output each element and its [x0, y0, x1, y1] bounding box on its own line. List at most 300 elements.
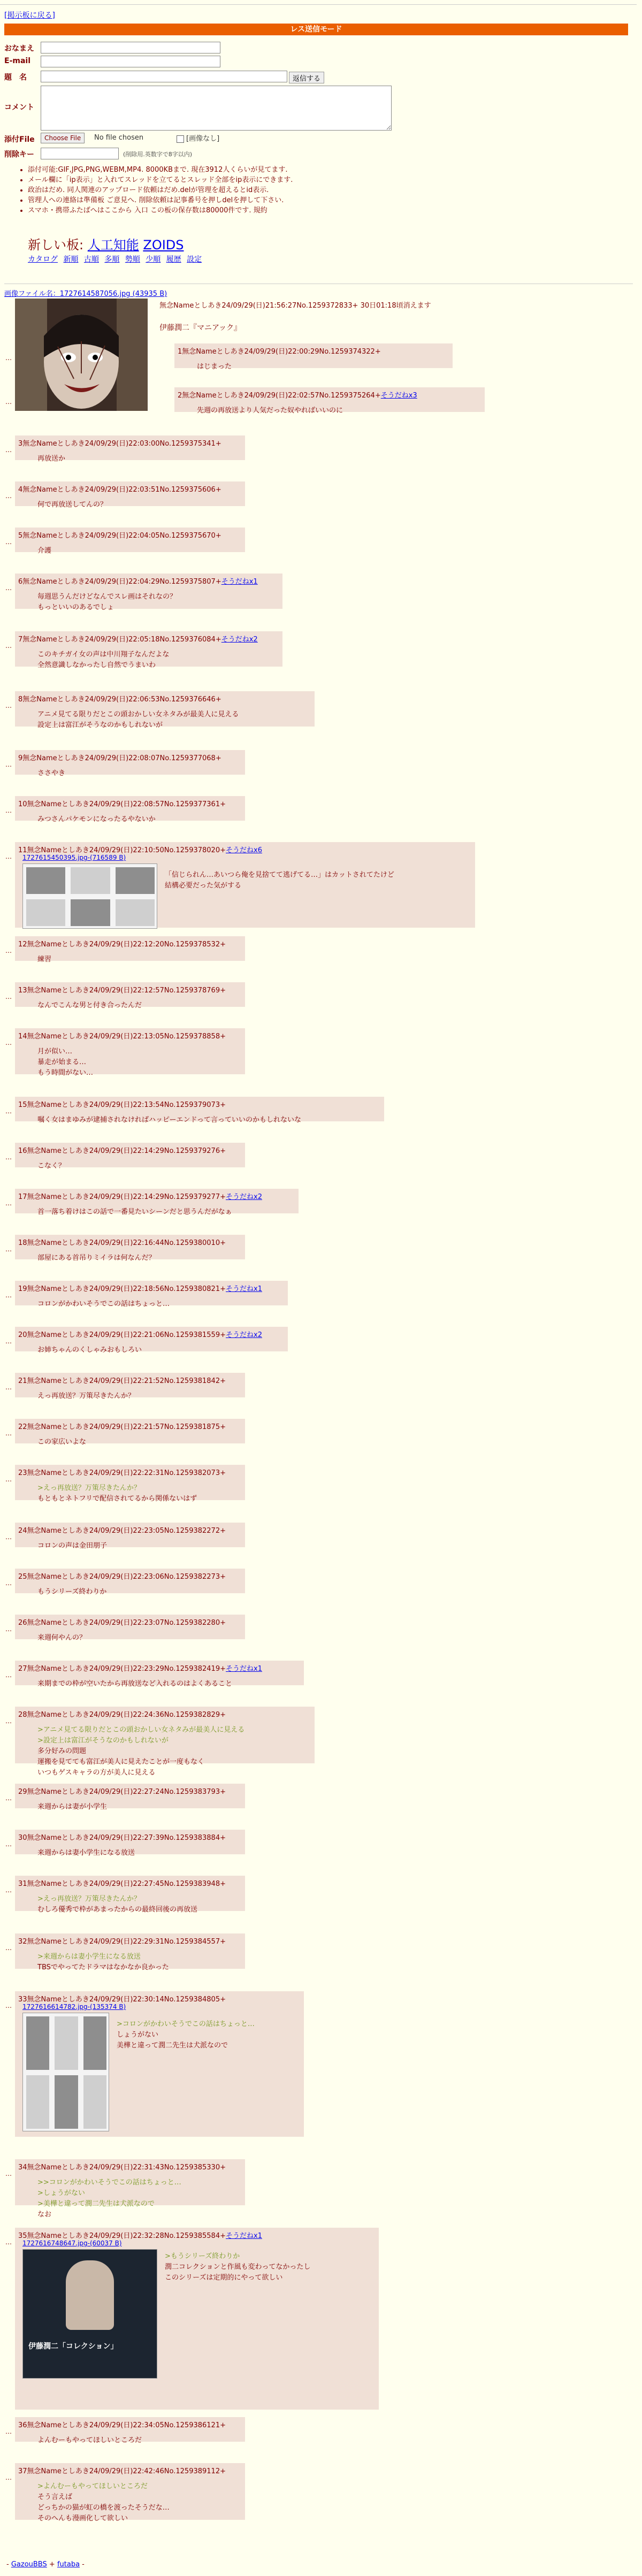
reply-text: アニメ見てる限りだとこの頭おかしい女ネタみが最美人に見える 設定上は富江がそうなのかもしれないが	[37, 710, 239, 729]
reply-post	[15, 1097, 384, 1124]
name-label: おなまえ	[4, 44, 34, 53]
reply-header-text[interactable]: 4無念Nameとしあき24/09/29(日)22:03:51No.1259375606+	[18, 486, 221, 494]
reply-header	[18, 1936, 226, 1946]
reply-indent-marker: …	[5, 1245, 12, 1253]
manga-panel	[26, 2016, 49, 2070]
delete-key-note: (削除用.英数字で8字以内)	[123, 151, 193, 158]
reply-header	[18, 1832, 226, 1842]
reply-text: このキチガイ女の声は中川翔子なんだよな 全然意識しなかったし自然でうまいわ	[37, 651, 170, 669]
reply-indent-marker: …	[5, 584, 12, 592]
reply-body	[37, 1848, 135, 1859]
sodane-link[interactable]: そうだねx1	[226, 2232, 262, 2240]
reply-header-text[interactable]: 29無念Nameとしあき24/09/29(日)22:27:24No.1259383793+	[18, 1788, 226, 1796]
reply-body	[37, 1541, 107, 1551]
reply-post	[15, 1419, 245, 1446]
rule-item: • 添付可能:GIF,JPG,PNG,WEBM,MP4. 8000KBまで. 現在3912人くらいが見てます.	[28, 165, 293, 175]
reply-body	[165, 870, 394, 891]
reply-post	[15, 1281, 288, 1308]
manga-panel	[71, 867, 110, 894]
reply-text: もうシリーズ終わりか	[37, 1588, 107, 1596]
sodane-link[interactable]: そうだねx2	[226, 1331, 262, 1339]
reply-header-text[interactable]: 23無念Nameとしあき24/09/29(日)22:22:31No.1259382073+	[18, 1469, 226, 1477]
op-file-info	[4, 288, 167, 298]
sodane-link[interactable]: そうだねx2	[226, 1193, 262, 1201]
reply-post	[15, 574, 282, 609]
manga-panel	[83, 2016, 106, 2070]
reply-text: お姉ちゃんのくしゃみおもしろい	[37, 1346, 142, 1354]
reply-header-text[interactable]: 24無念Nameとしあき24/09/29(日)22:23:05No.1259382272+	[18, 1527, 226, 1535]
reply-text: はじまった	[197, 363, 232, 371]
reply-post	[15, 1143, 245, 1170]
reply-post	[15, 1523, 245, 1550]
op-header	[159, 300, 431, 310]
history-link[interactable]: 履歴	[166, 255, 181, 264]
reply-text: 来週からは妻小学生になる放送	[37, 1849, 135, 1857]
reply-text: 部屋にある首吊りミイラは何なんだ？	[37, 1254, 156, 1262]
reply-text: むしろ優秀で枠があまったからの最終回後の再放送	[37, 1906, 198, 1914]
reply-body	[37, 1000, 142, 1011]
reply-thumbnail[interactable]	[22, 863, 157, 929]
reply-header	[18, 1571, 226, 1581]
reply-post	[15, 1569, 245, 1596]
manga-panel	[26, 899, 65, 926]
reply-body	[197, 406, 343, 416]
reply-text: 毎週思うんだけどなんでスレ画はそれなの？ もっといいのあるでしょ	[37, 593, 177, 611]
reply-post	[15, 1615, 245, 1642]
email-label: E-mail	[4, 57, 31, 65]
reply-body	[37, 1679, 232, 1690]
reply-quote: >>コロンがかわいそうでこの話はちょっと… >しょうがない >美樺と違って潤二先生は犬派なので	[37, 2178, 181, 2208]
reply-header-text[interactable]: 8無念Nameとしあき24/09/29(日)22:06:53No.1259376646+	[18, 695, 221, 704]
name-input[interactable]	[41, 42, 220, 53]
reply-body	[37, 1952, 169, 1973]
reply-body	[37, 1587, 106, 1597]
reply-body	[37, 454, 65, 464]
reply-quote: >えっ再放送？万策尽きたんか？	[37, 1484, 141, 1492]
sodane-link[interactable]: そうだねx1	[221, 578, 258, 586]
op-body: 伊藤潤二『マニアック』	[159, 324, 242, 332]
footer-link-futaba[interactable]: futaba	[57, 2560, 80, 2569]
reply-header-text[interactable]: 26無念Nameとしあき24/09/29(日)22:23:07No.1259382280+	[18, 1619, 226, 1627]
subject-label: 題 名	[4, 73, 27, 82]
reply-header	[18, 1786, 226, 1796]
comment-textarea[interactable]	[41, 86, 392, 131]
op-image-art	[15, 299, 148, 411]
reply-indent-marker: …	[5, 1291, 12, 1299]
reply-body	[117, 2019, 255, 2051]
reply-text: よんむーもやってほしいところだ	[37, 2436, 142, 2444]
subject-input[interactable]	[41, 71, 287, 82]
reply-text: 月が似い… 暴走が始まる… もう時間がない…	[37, 1048, 94, 1077]
reply-body	[37, 1115, 301, 1126]
reply-file-link[interactable]: 1727616748647.jpg-(60037 B)	[22, 2239, 122, 2247]
sodane-link[interactable]: そうだねx2	[221, 636, 258, 644]
reply-body	[37, 1802, 107, 1813]
reply-body	[37, 2177, 181, 2220]
reply-text: TBSでやってたドラマはなかなか良かった	[37, 1963, 169, 1971]
reply-indent-marker: …	[5, 807, 12, 814]
reply-body	[37, 1046, 93, 1079]
reply-header	[18, 2419, 226, 2429]
reply-header	[18, 2161, 226, 2172]
reply-indent-marker: …	[5, 354, 12, 362]
reply-text: こなく？	[37, 1162, 66, 1170]
new-board-line	[28, 234, 184, 253]
reply-indent-marker: …	[5, 1886, 12, 1894]
reply-text: そう言えば どっちかの猫が虹の橋を渡ったそうだな… そのへんも漫画化して欲しい	[37, 2493, 170, 2523]
sodane-link[interactable]: そうだねx6	[226, 846, 262, 854]
reply-text: もともとネトフリで配信されてるから関係ないはず	[37, 1495, 197, 1503]
reply-post	[15, 1876, 245, 1914]
reply-text: 来期までの枠が空いたから再放送など入れるのはよくあること	[37, 1680, 233, 1688]
reply-header-text[interactable]: 21無念Nameとしあき24/09/29(日)22:21:52No.1259381842+	[18, 1377, 226, 1385]
reply-body	[37, 546, 51, 556]
sort-many-link[interactable]: 多順	[104, 255, 120, 264]
reply-indent-marker: …	[5, 1337, 12, 1345]
thumbnail-figure	[66, 2260, 114, 2330]
reply-quote: >アニメ見てる限りだとこの頭おかしい女ネタみが最美人に見える >設定上は富江がそうなのかもしれないが	[37, 1726, 245, 1745]
reply-quote: >もうシリーズ終わりか	[165, 2252, 240, 2260]
reply-post	[15, 1373, 245, 1400]
reply-text: えっ再放送？万策尽きたんか？	[37, 1392, 135, 1400]
reply-indent-marker: …	[5, 1430, 12, 1437]
reply-header-text[interactable]: 16無念Nameとしあき24/09/29(日)22:14:29No.1259379276+	[18, 1147, 226, 1155]
no-image-toggle[interactable]	[177, 133, 219, 143]
reply-body	[165, 2251, 310, 2283]
reply-indent-marker: …	[5, 1476, 12, 1483]
reply-indent-marker: …	[5, 538, 12, 546]
reply-header-text[interactable]: 28無念Nameとしあき24/09/29(日)22:24:36No.1259382829+	[18, 1711, 226, 1719]
catalog-links	[28, 254, 205, 264]
reply-header	[18, 1030, 226, 1041]
reply-header-text[interactable]: 36無念Nameとしあき24/09/29(日)22:34:05No.1259386121+	[18, 2421, 226, 2429]
reply-header-text[interactable]: 32無念Nameとしあき24/09/29(日)22:29:31No.1259384557+	[18, 1938, 226, 1946]
rule-item: • スマホ・携帯ふたばへはここから 入口 この板の保存数は80000件です. 規約	[28, 205, 293, 216]
settings-link[interactable]: 設定	[187, 255, 202, 264]
file-label: 添付File	[4, 135, 35, 144]
reply-post	[15, 631, 282, 667]
reply-header	[18, 1145, 226, 1155]
reply-header-text[interactable]: 11無念Nameとしあき24/09/29(日)22:10:50No.1259378020+	[18, 846, 226, 854]
rule-item: • 政治はだめ. 同人関連のアップロード依頼はだめ.delが管理を超えるとid表示.	[28, 185, 293, 195]
new-board-link-zoids[interactable]: ZOIDS	[143, 238, 184, 253]
reply-indent-marker: …	[5, 446, 12, 454]
reply-header-text[interactable]: 18無念Nameとしあき24/09/29(日)22:16:44No.1259380010+	[18, 1239, 226, 1247]
rule-item: • 管理人への連絡は準備板 ご意見へ. 削除依頼は記事番号を押しdelを押して下さい.	[28, 195, 293, 205]
footer: - GazouBBS + futaba -	[6, 2560, 85, 2569]
reply-header-text[interactable]: 10無念Nameとしあき24/09/29(日)22:08:57No.1259377361+	[18, 800, 226, 808]
reply-header	[18, 1525, 226, 1535]
email-input[interactable]	[41, 56, 220, 67]
reply-body	[37, 1253, 156, 1264]
reply-header	[18, 1421, 226, 1431]
reply-indent-marker: …	[5, 1840, 12, 1848]
reply-indent-marker: …	[5, 2170, 12, 2177]
reply-header	[18, 1375, 226, 1385]
op-header-text: 無念Nameとしあき24/09/29(日)21:56:27No.1259372833+ 30日01:18頃消えます	[159, 302, 431, 310]
sodane-link[interactable]: そうだねx1	[226, 1665, 262, 1673]
reply-text: なんでこんな男と付き合ったんだ	[37, 1002, 142, 1010]
reply-indent-marker: …	[5, 2002, 12, 2009]
reply-header	[18, 1709, 226, 1719]
reply-indent-marker: …	[5, 2474, 12, 2481]
reply-header-text[interactable]: 30無念Nameとしあき24/09/29(日)22:27:39No.1259383884+	[18, 1834, 226, 1842]
reply-post	[15, 1991, 304, 2137]
reply-header	[178, 389, 417, 400]
reply-post	[15, 1707, 315, 1777]
reply-text: 来週からは妻が小学生	[37, 1803, 108, 1811]
reply-header-text[interactable]: 19無念Nameとしあき24/09/29(日)22:18:56No.1259380821+	[18, 1285, 226, 1293]
reply-body	[37, 2435, 142, 2446]
reply-indent-marker: …	[5, 1533, 12, 1541]
reply-header-text[interactable]: 20無念Nameとしあき24/09/29(日)22:21:06No.1259381559+	[18, 1331, 226, 1339]
reply-quote: >コロンがかわいそうでこの話はちょっと…	[117, 2020, 255, 2028]
no-image-label: [画像なし]	[186, 135, 220, 143]
reply-body	[37, 1894, 197, 1915]
reply-thumbnail[interactable]	[22, 2249, 157, 2379]
reply-post	[15, 1189, 299, 1216]
reply-submit-button[interactable]: 返信する	[289, 72, 324, 83]
reply-header-text[interactable]: 6無念Nameとしあき24/09/29(日)22:04:29No.1259375807+	[18, 578, 221, 586]
reply-header	[18, 633, 258, 644]
reply-header	[18, 752, 221, 762]
reply-indent-marker: …	[5, 1794, 12, 1802]
reply-header-text[interactable]: 3無念Nameとしあき24/09/29(日)22:03:00No.1259375341+	[18, 440, 221, 448]
reply-thumbnail[interactable]	[22, 2013, 109, 2131]
reply-post	[15, 1028, 245, 1077]
reply-header-text[interactable]: 15無念Nameとしあき24/09/29(日)22:13:54No.1259379073+	[18, 1101, 226, 1109]
reply-text: ささやき	[37, 769, 66, 777]
reply-header-text[interactable]: 12無念Nameとしあき24/09/29(日)22:12:20No.1259378532+	[18, 941, 226, 949]
reply-body	[37, 709, 239, 731]
reply-post	[15, 691, 315, 727]
reply-file-link[interactable]: 1727615450395.jpg-(716589 B)	[22, 854, 126, 861]
reply-indent-marker: …	[5, 1039, 12, 1046]
manga-panel	[116, 899, 155, 926]
reply-header	[18, 1237, 226, 1247]
no-image-checkbox[interactable]	[177, 135, 184, 143]
reply-body	[37, 1633, 86, 1644]
reply-header	[18, 484, 221, 494]
top-rule	[0, 4, 637, 5]
manga-panel	[26, 867, 65, 894]
reply-text: この家広いよな	[37, 1438, 87, 1446]
reply-post	[15, 1830, 245, 1857]
mode-bar: レス送信モード	[4, 24, 628, 35]
reply-header-text[interactable]: 5無念Nameとしあき24/09/29(日)22:04:05No.1259375670+	[18, 532, 221, 540]
sort-new-link[interactable]: 新順	[63, 255, 79, 264]
manga-panel	[55, 2016, 78, 2070]
reply-indent-marker: …	[5, 1944, 12, 1952]
reply-post	[15, 796, 245, 821]
sort-momentum-link[interactable]: 勢順	[125, 255, 140, 264]
reply-post	[15, 1933, 245, 1969]
comment-label: コメント	[4, 103, 34, 112]
footer-link-gazoubbs[interactable]: GazouBBS	[11, 2560, 47, 2569]
rule-item: • メール欄に「ip表示」と入れてスレッドを立てるとスレッド全部をip表示にできます.	[28, 175, 293, 185]
reply-header	[18, 530, 221, 540]
reply-post	[15, 982, 245, 1010]
reply-body	[37, 1437, 86, 1448]
reply-body	[37, 814, 156, 825]
reply-text: 首一落ち着けはこの話で一番見たいシーンだと思うんだがなぁ	[37, 1208, 232, 1216]
file-status: No file chosen	[94, 134, 144, 142]
reply-header	[18, 984, 226, 995]
reply-header	[18, 2230, 262, 2240]
reply-indent-marker: …	[5, 642, 12, 649]
reply-indent-marker: …	[5, 702, 12, 709]
reply-post	[15, 842, 475, 928]
sodane-link[interactable]: そうだねx3	[380, 392, 417, 400]
reply-header	[18, 2465, 226, 2475]
manga-panel	[26, 2075, 49, 2129]
reply-text: 再放送か	[37, 455, 66, 463]
reply-body	[37, 1299, 170, 1310]
reply-post	[15, 2463, 245, 2523]
reply-file-link[interactable]: 1727616614782.jpg-(135374 B)	[22, 2003, 126, 2011]
thumbnail-title-text: 伊藤潤二「コレクション」	[28, 2342, 118, 2351]
top-nav	[4, 10, 55, 20]
sort-few-link[interactable]: 少順	[146, 255, 161, 264]
reply-header	[18, 1878, 226, 1888]
reply-indent-marker: …	[5, 1383, 12, 1391]
manga-panel	[71, 899, 110, 926]
reply-header	[18, 1617, 226, 1627]
reply-text: 来週何やんの？	[37, 1634, 87, 1642]
reply-body	[37, 500, 107, 510]
reply-header-text[interactable]: 27無念Nameとしあき24/09/29(日)22:23:29No.1259382419+	[18, 1665, 226, 1673]
reply-body	[37, 1725, 244, 1778]
reply-indent-marker: …	[5, 947, 12, 954]
reply-post	[15, 435, 245, 463]
sodane-link[interactable]: そうだねx1	[226, 1285, 262, 1293]
reply-body	[37, 1345, 142, 1356]
reply-header	[18, 693, 221, 704]
choose-file-button[interactable]: Choose File	[41, 133, 85, 143]
reply-text: 先週の再放送より人気だった奴やればいいのに	[197, 407, 343, 415]
reply-post	[15, 1661, 304, 1688]
op-image[interactable]	[15, 299, 148, 411]
reply-text: 介護	[37, 547, 52, 555]
reply-header-text[interactable]: 22無念Nameとしあき24/09/29(日)22:21:57No.1259381875+	[18, 1423, 226, 1431]
reply-header	[18, 1467, 226, 1477]
reply-post	[15, 1784, 245, 1811]
op-file-name[interactable]: 画像ファイル名：1727614587056.jpg (43935 B)	[4, 290, 167, 298]
reply-header	[18, 1663, 262, 1673]
new-board-link-ai[interactable]: 人工知能	[87, 238, 139, 253]
reply-header	[18, 844, 262, 854]
reply-header-text[interactable]: 9無念Nameとしあき24/09/29(日)22:08:07No.1259377068+	[18, 754, 221, 762]
reply-text: 「信じられん…あいつら俺を見捨てて逃げてる…」はカットされてたけど 結構必要だった気がする	[165, 871, 394, 890]
reply-body	[37, 2481, 170, 2524]
new-board-prefix: 新しい板:	[28, 238, 84, 253]
reply-indent-marker: …	[5, 1579, 12, 1587]
reply-post	[15, 1465, 245, 1503]
reply-body	[37, 768, 65, 779]
manga-panel	[55, 2075, 78, 2129]
reply-indent-marker: …	[5, 398, 12, 406]
reply-text: 多分好みの問題 運搬を見てても富江が美人に見えたことが一度もなく いつもゲスキャラの方が美人に見える	[37, 1747, 205, 1777]
reply-header-text[interactable]: 14無念Nameとしあき24/09/29(日)22:13:05No.1259378858+	[18, 1033, 226, 1041]
reply-indent-marker: …	[5, 2428, 12, 2435]
board-rules	[28, 165, 293, 216]
reply-header-text[interactable]: 37無念Nameとしあき24/09/29(日)22:42:46No.1259389112+	[18, 2467, 226, 2475]
reply-header	[18, 938, 226, 949]
reply-body	[197, 362, 232, 372]
reply-header-text[interactable]: 31無念Nameとしあき24/09/29(日)22:27:45No.1259383948+	[18, 1880, 226, 1888]
reply-header	[18, 1191, 262, 1201]
reply-header-text[interactable]: 33無念Nameとしあき24/09/29(日)22:30:14No.1259384805+	[18, 1996, 226, 2004]
delete-key-input[interactable]	[41, 148, 119, 159]
reply-indent-marker: …	[5, 2238, 12, 2246]
delete-key-label: 削除キー	[4, 150, 34, 159]
reply-header-text[interactable]: 1無念Nameとしあき24/09/29(日)22:00:29No.1259374322+	[178, 348, 381, 356]
manga-panel	[83, 2075, 106, 2129]
reply-quote: >よんむーもやってほしいところだ	[37, 2482, 148, 2490]
reply-body	[37, 1207, 232, 1218]
reply-indent-marker: …	[5, 1107, 12, 1115]
reply-text: 潤二コレクションと作風も変わってなかったし このシリーズは定期的にやって欲しい	[165, 2263, 311, 2282]
reply-header	[18, 1099, 226, 1109]
reply-post	[174, 387, 485, 415]
reply-indent-marker: …	[5, 1717, 12, 1725]
reply-header	[18, 1993, 226, 2004]
footer-separator: +	[49, 2560, 55, 2569]
reply-post	[15, 2159, 245, 2219]
reply-header-text[interactable]: 13無念Nameとしあき24/09/29(日)22:12:57No.1259378769+	[18, 987, 226, 995]
reply-indent-marker: …	[5, 1625, 12, 1633]
reply-post	[15, 750, 245, 775]
reply-post	[15, 481, 245, 509]
reply-indent-marker: …	[5, 1153, 12, 1161]
reply-header	[18, 798, 226, 808]
reply-header-text[interactable]: 34無念Nameとしあき24/09/29(日)22:31:43No.1259385330+	[18, 2164, 226, 2172]
reply-header-text[interactable]: 25無念Nameとしあき24/09/29(日)22:23:06No.1259382273+	[18, 1573, 226, 1581]
sort-old-link[interactable]: 古順	[83, 255, 99, 264]
reply-indent-marker: …	[5, 853, 12, 860]
reply-header-text[interactable]: 35無念Nameとしあき24/09/29(日)22:32:28No.1259385584+	[18, 2232, 226, 2240]
reply-text: しょうがない 美樺と違って潤二先生は犬派なので	[117, 2031, 228, 2050]
catalog-link[interactable]: カタログ	[28, 255, 58, 264]
reply-indent-marker: …	[5, 1199, 12, 1207]
reply-header	[18, 1283, 262, 1293]
reply-indent-marker: …	[5, 761, 12, 768]
reply-post	[15, 936, 245, 964]
manga-panel	[116, 867, 155, 894]
reply-text: 練習	[37, 956, 52, 964]
reply-post	[15, 1235, 245, 1262]
reply-post	[15, 2417, 245, 2442]
reply-header-text[interactable]: 7無念Nameとしあき24/09/29(日)22:05:18No.1259376084+	[18, 636, 221, 644]
reply-text: コロンがかわいそうでこの話はちょっと…	[37, 1300, 170, 1308]
reply-post	[15, 528, 245, 555]
reply-text: コロンの声は金田朋子	[37, 1542, 108, 1550]
reply-indent-marker: …	[5, 492, 12, 500]
reply-body	[37, 592, 177, 613]
back-to-board-link[interactable]: [掲示板に戻る]	[4, 11, 55, 20]
reply-indent-marker: …	[5, 1671, 12, 1679]
reply-header	[178, 346, 381, 356]
reply-text: なお	[37, 2211, 52, 2219]
reply-header-text[interactable]: 17無念Nameとしあき24/09/29(日)22:14:29No.1259379277+	[18, 1193, 226, 1201]
reply-text: 嘱く女はまゆみが逮捕されなければハッピーエンドって言っていいのかもしれないな	[37, 1116, 301, 1124]
reply-body	[37, 1483, 197, 1504]
reply-body	[37, 1161, 65, 1172]
reply-quote: >えっ再放送？万策尽きたんか？	[37, 1895, 141, 1903]
reply-body	[37, 954, 51, 965]
reply-header-text[interactable]: 2無念Nameとしあき24/09/29(日)22:02:57No.1259375264+	[178, 392, 381, 400]
reply-text: みつさんパケモンになったるやないか	[37, 815, 156, 823]
